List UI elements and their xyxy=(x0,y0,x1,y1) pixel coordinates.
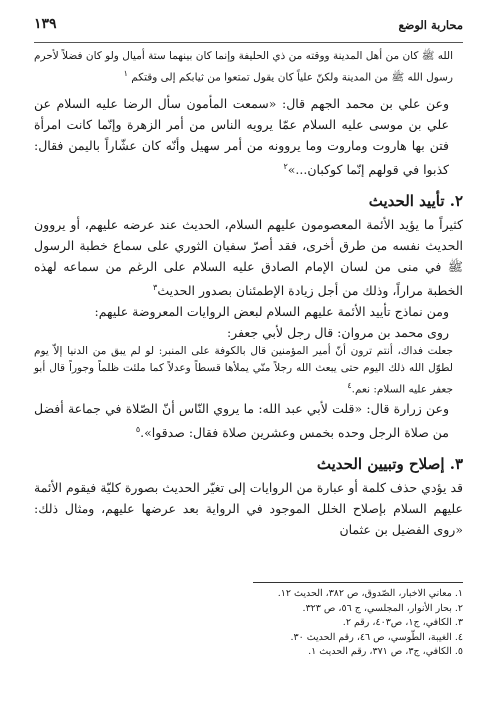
footnote: ٢. بحار الأنوار، المجلسي، ج ٥٦، ص ٣٢٣. xyxy=(302,602,463,614)
section-heading: ٢. تأييد الحديث xyxy=(368,191,463,210)
footnote-ref: ٥ xyxy=(135,425,141,435)
footnote: ٤. الغيبة، الطّوسي، ص ٤٦، رقم الحديث ٣٠. xyxy=(290,631,463,643)
footnote-ref: ١ xyxy=(123,69,128,78)
footnotes xyxy=(34,587,463,660)
section-heading: ٣. إصلاح وتبيين الحديث xyxy=(316,455,463,474)
footnote-rule xyxy=(253,582,463,583)
running-title: محاربة الوضع xyxy=(398,18,463,32)
paragraph: روى محمد بن مروان: قال رجل لأبي جعفر: xyxy=(226,324,449,340)
header-rule xyxy=(34,42,463,43)
footnote-ref: ٤ xyxy=(347,380,352,390)
footnote-ref: ٣ xyxy=(153,282,158,292)
paragraph: وعن علي بن محمد الجهم قال: «سمعت المأمون سأل الرضا عليه السلام عن علي بن موسى عليه السلام عمّا يرويه الناس من أمر الزهرة وإنّما كانت امرأة فتن بها هاروت وماروت وما يروونه من أمر سهيل وأنّه كان عشّاراً باليمن فقال: كذبوا في قولهم إنّما كوكبان...»$^٢$ xyxy=(34,95,449,177)
page-number: ١٣٩ xyxy=(34,16,57,32)
footnote: ٥. الكافي، ج٣، ص ٣٧١، رقم الحديث ١. xyxy=(308,646,463,657)
paragraph: كثيراً ما يؤيد الأئمة المعصومون عليهم السلام، الحديث عند عرضه عليهم، أو يروون الحديث نفسه من طرق أخرى، فقد أصرّ سفيان الثوري على سماع خطبة الرسول ﷺ في منى من لسان الإمام الصادق عليه السلام على الرغم من سماعه لهذه الخطبة مراراً، وذلك من أجل زيادة الإطمئنان بصدور الحديث$^٣$ xyxy=(34,216,463,298)
paragraph: وعن زرارة قال: «قلت لأبي عبد الله: ما يروي النّاس أنّ الصّلاة في جماعة أفضل من صلاة الرجل وحده بخمس وعشرين صلاة فقال: صدقوا».$^٥$ xyxy=(34,401,449,441)
paragraph: قد يؤدي حذف كلمة أو عبارة من الروايات إلى تغيّر الحديث بصورة كليّة فيقوم الأئمة عليهم السلام بإصلاح الخلل الموجود في الرواية بعد عرضها عليهم، ومثال ذلك: «روى الفضيل بن عثمان xyxy=(34,480,463,538)
quote-block: الله ﷺ كان من أهل المدينة ووقته من ذي الحليفة وإنما كان بينهما ستة أميال ولو كان فضلاً لأحرم رسول الله ﷺ من المدينة ولكنّ علياً كان يقول تمتعوا من ثيابكم إلى وقتكم $^١$ xyxy=(34,50,453,84)
footnote: ١. معاني الاخبار، الصّدوق، ص ٣٨٢، الحديث ١٢. xyxy=(277,588,463,599)
quote-block: جعلت فداك، أنتم ترون أنّ أمير المؤمنين قال بالكوفة على المنبر: لو لم يبق من الدنيا إلاّ يوم لطوّل الله ذلك اليوم حتى يبعث الله رجلاً منّي يملأها قسطاً وعدلاً كما ملئت ظلماً وجوراً قال أبو جعفر عليه السلام: نعم.$^٤$ xyxy=(34,344,453,396)
page-body xyxy=(34,48,463,540)
paragraph: ومن نماذج تأييد الأئمة عليهم السلام لبعض الروايات المعروضة عليهم: xyxy=(94,303,449,319)
footnote: ٣. الكافي، ج١، ص٤٠٣، رقم ٢. xyxy=(342,617,463,628)
page-header xyxy=(34,16,463,38)
footnote-ref: ٢ xyxy=(283,161,288,171)
